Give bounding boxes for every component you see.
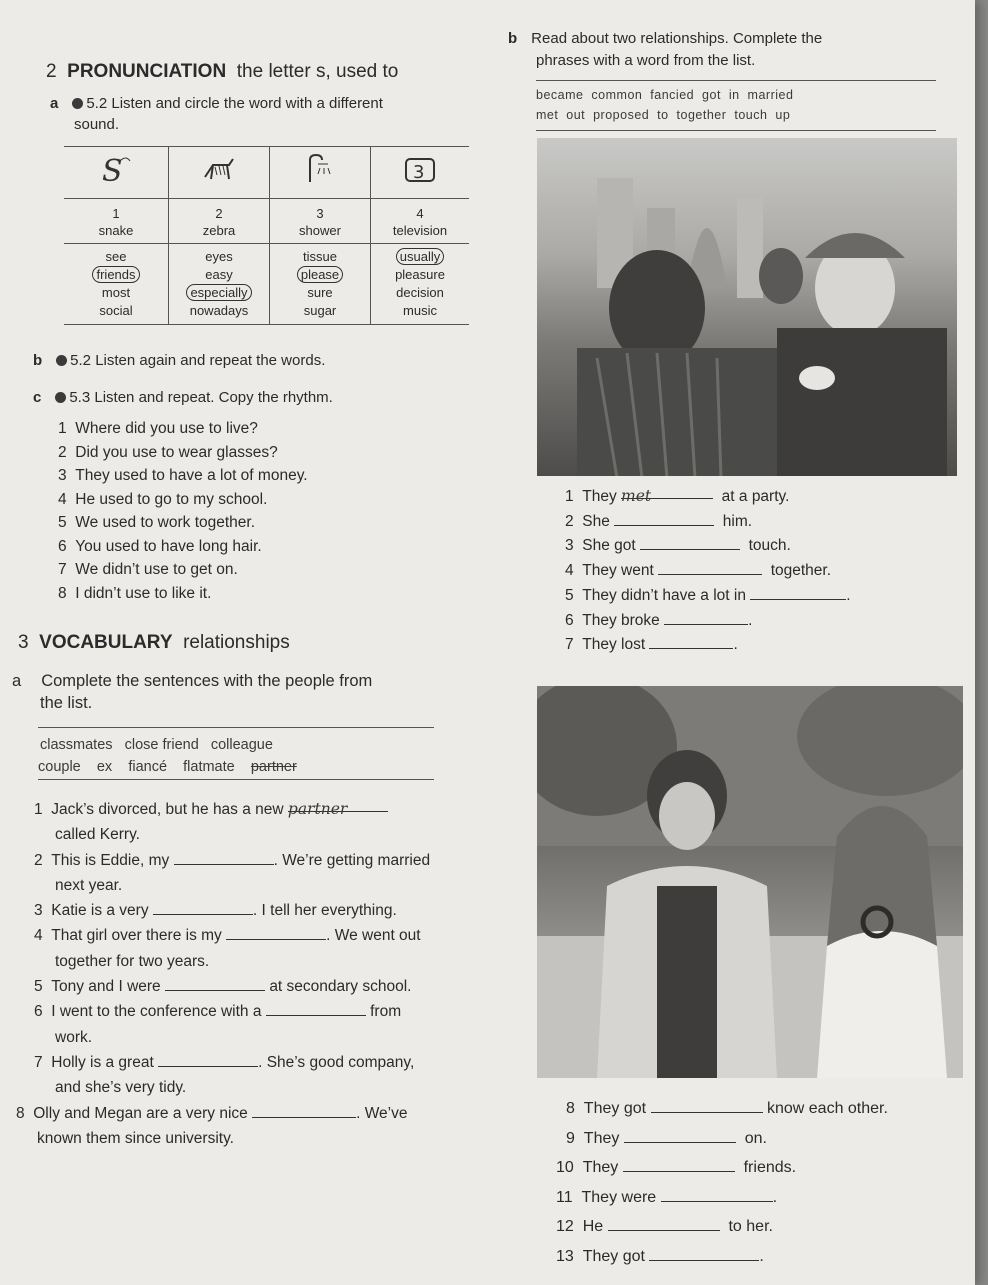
instruction-text: Read about two relationships. Complete the <box>531 30 823 47</box>
list-item: 6 I went to the conference with a from <box>34 1003 402 1021</box>
word-cell: easy <box>205 267 233 282</box>
word-cell-circled[interactable] <box>270 266 370 284</box>
word-cell: tissue <box>303 249 337 264</box>
section-title-bold: VOCABULARY <box>39 632 173 653</box>
zebra-icon <box>169 147 270 199</box>
list-item: 1 They met at a party. <box>565 484 851 510</box>
exercise-letter: c <box>33 389 42 406</box>
list-item: 4 That girl over there is my . We went out <box>34 927 421 945</box>
exercise-letter: a <box>12 672 22 690</box>
section-3-heading <box>18 632 290 654</box>
answer-blank[interactable] <box>624 1128 736 1143</box>
answer-blank[interactable] <box>651 1098 763 1113</box>
answer-blank[interactable] <box>661 1187 773 1202</box>
list-word: ex <box>96 759 113 775</box>
photo-couple-walking <box>537 686 963 1078</box>
photo-couple-at-party <box>537 138 957 476</box>
answer-blank[interactable] <box>614 511 714 526</box>
rhythm-sentences <box>58 417 308 605</box>
section-2-heading <box>46 61 398 83</box>
answer-blank[interactable] <box>153 900 253 915</box>
circled-word: friends <box>92 266 139 283</box>
word-list-line-1: became common fancied got in married <box>536 88 794 102</box>
header-word: television <box>392 223 448 238</box>
header-word: zebra <box>202 223 236 238</box>
list-item: 9 They on. <box>566 1129 767 1147</box>
header-cell <box>371 199 470 244</box>
list-item: 7 They lost . <box>565 636 738 654</box>
word-cell: social <box>99 303 133 318</box>
list-item: 3 Katie is a very . I tell her everything. <box>34 902 397 920</box>
list-item: 8 I didn’t use to like it. <box>58 584 212 602</box>
section-title-rest: the letter s, used to <box>236 61 399 82</box>
answer-blank[interactable] <box>649 1246 759 1261</box>
word-cell: most <box>101 285 131 300</box>
word-cell-circled[interactable] <box>371 248 469 266</box>
list-item: 10 They friends. <box>556 1159 797 1176</box>
relationship-phrases-8-13 <box>556 1094 888 1271</box>
relationship-phrases-1-7 <box>565 484 851 658</box>
word-cell-circled[interactable] <box>169 284 269 302</box>
answer-blank[interactable] <box>623 1157 735 1172</box>
section-number: 3 <box>18 632 29 653</box>
list-item: 5 Tony and I were at secondary school. <box>34 978 412 996</box>
list-item: 4 They went together. <box>565 562 832 580</box>
exercise-letter: b <box>33 352 43 369</box>
exercise-2c-instruction <box>33 389 333 406</box>
section-title-rest: relationships <box>183 632 290 653</box>
word-cell: sugar <box>303 303 337 318</box>
list-item-cont: called Kerry. <box>55 826 140 844</box>
word-column <box>270 244 371 325</box>
svg-text:S: S <box>102 154 123 187</box>
header-word: shower <box>299 223 341 238</box>
answer-blank[interactable] <box>174 850 274 865</box>
pronunciation-table-wrap <box>64 146 469 325</box>
exercise-2a-instruction <box>50 95 383 112</box>
word-column <box>64 244 169 325</box>
list-item: 12 He to her. <box>556 1218 773 1235</box>
list-item-cont: together for two years. <box>55 952 210 970</box>
exercise-b-relationships-instruction <box>508 30 822 47</box>
snake-icon <box>64 147 169 199</box>
shower-icon <box>270 147 371 199</box>
instruction-text: Listen and repeat. Copy the rhythm. <box>94 389 333 406</box>
answer-blank[interactable] <box>266 1001 366 1016</box>
list-item-cont: work. <box>55 1028 93 1046</box>
answer-blank[interactable] <box>252 1103 356 1118</box>
pronunciation-table <box>64 146 469 325</box>
instruction-text-line2: phrases with a word from the list. <box>536 52 756 69</box>
word-cell: nowadays <box>189 303 249 318</box>
list-item: 5 They didn’t have a lot in . <box>565 586 851 604</box>
struck-list-word: partner <box>250 759 297 775</box>
handwritten-answer: met <box>621 487 652 505</box>
audio-icon <box>55 392 66 403</box>
header-number: 3 <box>316 206 324 221</box>
word-list-bottom-rule <box>536 130 936 131</box>
header-cell <box>270 199 371 244</box>
list-item: 2 This is Eddie, my . We’re getting married <box>34 851 431 869</box>
television-icon <box>371 147 470 199</box>
header-number: 1 <box>112 206 120 221</box>
word-cell: sure <box>307 285 333 300</box>
list-item: 8 They got know each other. <box>566 1100 888 1117</box>
header-word: snake <box>98 223 134 238</box>
people-list-line-1: classmates close friend colleague <box>40 737 273 753</box>
list-item: 5 We used to work together. <box>58 514 256 531</box>
exercise-2a-instruction-line2: sound. <box>74 116 120 133</box>
list-item: 1 Jack’s divorced, but he has a new partner <box>34 797 430 822</box>
audio-track: 5.2 <box>86 95 108 112</box>
instruction-text-line2: the list. <box>40 694 93 712</box>
list-item: 8 Olly and Megan are a very nice . We’ve <box>16 1104 408 1122</box>
instruction-text: Listen again and repeat the words. <box>95 352 326 369</box>
people-list-bottom-rule <box>38 779 434 780</box>
word-cell: see <box>105 249 127 264</box>
list-item: 3 She got touch. <box>565 537 791 555</box>
header-number: 2 <box>215 206 223 221</box>
header-cell <box>64 199 169 244</box>
answer-blank[interactable] <box>664 610 748 625</box>
word-column <box>371 244 470 325</box>
list-item: 3 They used to have a lot of money. <box>58 467 308 484</box>
svg-text:3: 3 <box>413 162 425 183</box>
list-item: 11 They were . <box>556 1188 778 1206</box>
list-item-cont: next year. <box>55 876 123 894</box>
list-item: 4 He used to go to my school. <box>58 490 268 508</box>
answer-blank[interactable] <box>658 560 762 575</box>
answer-blank[interactable] <box>640 535 740 550</box>
header-cell <box>169 199 270 244</box>
section-number: 2 <box>46 61 57 82</box>
vocabulary-sentences <box>16 797 431 1151</box>
list-item: 13 They got . <box>556 1247 764 1265</box>
audio-track: 5.3 <box>69 389 91 406</box>
section-title-bold: PRONUNCIATION <box>67 61 227 82</box>
audio-icon <box>72 98 83 109</box>
word-cell: pleasure <box>395 267 445 282</box>
exercise-letter: b <box>508 30 518 47</box>
audio-track: 5.2 <box>70 352 92 369</box>
header-number: 4 <box>416 206 424 221</box>
word-cell-circled[interactable] <box>64 266 168 284</box>
answer-blank[interactable] <box>750 585 846 600</box>
exercise-3a-instruction <box>12 672 372 691</box>
people-list-line-2 <box>38 759 297 775</box>
list-item-cont: and she’s very tidy. <box>55 1079 187 1097</box>
word-cell: eyes <box>205 249 233 264</box>
instruction-text: Complete the sentences with the people from <box>41 672 373 690</box>
list-word: couple <box>38 759 81 775</box>
word-column <box>169 244 270 325</box>
list-word: fiancé <box>128 759 168 775</box>
handwritten-answer: partner <box>287 800 348 818</box>
circled-word: usually <box>396 248 444 265</box>
list-item-cont: known them since university. <box>37 1129 234 1147</box>
word-cell: decision <box>396 285 444 300</box>
list-item: 6 They broke . <box>565 611 753 629</box>
answer-blank[interactable] <box>165 976 265 991</box>
list-item: 7 We didn’t use to get on. <box>58 561 238 578</box>
answer-blank[interactable] <box>226 925 326 940</box>
circled-word: especially <box>186 284 251 301</box>
list-item: 1 Where did you use to live? <box>58 420 258 437</box>
exercise-letter: a <box>50 95 59 112</box>
list-item: 2 Did you use to wear glasses? <box>58 443 278 461</box>
circled-word: please <box>297 266 343 283</box>
list-item: 7 Holly is a great . She’s good company, <box>34 1053 415 1071</box>
answer-blank[interactable] <box>649 634 733 649</box>
instruction-text: Listen and circle the word with a different <box>111 95 383 112</box>
exercise-2b-instruction <box>33 352 325 369</box>
word-list-top-rule <box>536 80 936 81</box>
answer-blank[interactable] <box>608 1216 720 1231</box>
audio-icon <box>56 355 67 366</box>
answer-blank[interactable] <box>158 1052 258 1067</box>
list-word: flatmate <box>183 759 235 775</box>
people-list-top-rule <box>38 727 434 728</box>
list-item: 6 You used to have long hair. <box>58 537 262 555</box>
word-cell: music <box>403 303 437 318</box>
word-list-line-2: met out proposed to together touch up <box>536 108 791 122</box>
answer-blank[interactable] <box>621 484 713 505</box>
list-item: 2 She him. <box>565 512 753 530</box>
answer-blank[interactable] <box>287 797 388 818</box>
